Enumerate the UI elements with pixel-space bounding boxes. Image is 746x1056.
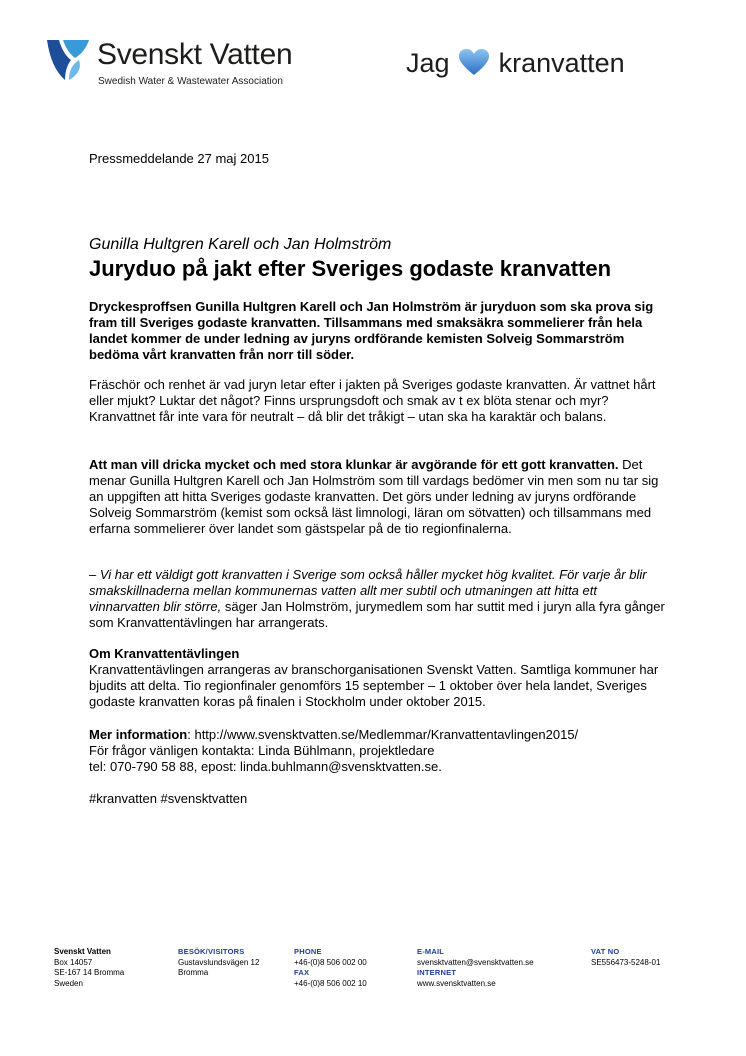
footer-internet-label: INTERNET	[417, 968, 457, 977]
footer-email-internet	[417, 947, 534, 989]
press-date: Pressmeddelande 27 maj 2015	[89, 151, 269, 166]
footer-vat: SE556473-5248-01	[591, 957, 661, 967]
quote-italic: – Vi har ett väldigt gott kranvatten i Sverige som också håller mycket hög kvalitet. För varje år blir smakskillnaderna mellan kommunernas vatten allt mer subtil och utmaningen att hitta ett vinnarvatten blir större,	[89, 567, 647, 614]
footer-phone-label: PHONE	[294, 947, 322, 956]
footer-visit-label: BESÖK/VISITORS	[178, 947, 245, 956]
quote-paragraph	[89, 567, 669, 631]
footer-internet[interactable]: www.svensktvatten.se	[417, 978, 496, 988]
water-drop-logo-icon	[45, 38, 91, 82]
footer-vat-label: VAT NO	[591, 947, 620, 956]
footer-visit-city: Bromma	[178, 968, 209, 977]
slogan-logo	[406, 48, 656, 84]
paragraph-2	[89, 457, 669, 537]
paragraph-2-bold: Att man vill dricka mycket och med stora klunkar är avgörande för ett gott kranvatten.	[89, 457, 619, 472]
footer-email-label: E-MAIL	[417, 947, 445, 956]
quote-text: säger Jan Holmström, jurymedlem som har suttit med i juryn alla fyra gånger som Kranvattentävlingen har arrangerats.	[89, 599, 665, 630]
more-info-url[interactable]: : http://www.svensktvatten.se/Medlemmar/Kranvattentavlingen2015/	[187, 727, 579, 742]
more-info-line	[89, 727, 669, 743]
footer-phone: +46-(0)8 506 002 00	[294, 957, 367, 967]
footer-vat	[591, 947, 660, 968]
hashtags: #kranvatten #svensktvatten	[89, 791, 248, 806]
footer-org: Svenskt Vatten	[54, 947, 111, 956]
contact-line: För frågor vänligen kontakta: Linda Bühlmann, projektledare	[89, 743, 435, 758]
lead-paragraph: Dryckesproffsen Gunilla Hultgren Karell och Jan Holmström är juryduon som ska prova sig fram till Sveriges godaste kranvatten. Tillsammans med smaksäkra sommelierer från hela landet kommer de under ledning av juryns ordförande kemisten Solveig Sommarström bedöma vårt kranvatten från norr till söder.	[89, 299, 654, 362]
footer-visitors	[178, 947, 259, 979]
footer-address	[54, 947, 124, 989]
slogan-right: kranvatten	[498, 48, 625, 78]
logo-name: Svenskt Vatten	[97, 38, 293, 71]
paragraph-1: Fräschör och renhet är vad juryn letar efter i jakten på Sveriges godaste kranvatten. Är vattnet hårt eller mjukt? Luktar det något? Finns ursprungsdoft och smak av t ex blöta stenar och myr? Kranvattnet får inte vara för neutralt – då blir det tråkigt – utan ska ha karaktär och balans.	[89, 377, 656, 424]
logo-subtitle: Swedish Water & Wastewater Association	[98, 76, 283, 87]
more-info-section	[89, 727, 669, 775]
footer-country: Sweden	[54, 978, 83, 988]
contact-details[interactable]: tel: 070-790 58 88, epost: linda.buhlmann@svensktvatten.se.	[89, 759, 442, 774]
footer-email[interactable]: svensktvatten@svensktvatten.se	[417, 957, 534, 967]
more-info-label: Mer information	[89, 727, 188, 742]
paragraph-2-text: Det menar Gunilla Hultgren Karell och Jan Holmström som till vardags bedömer vin men som nu tar sig an uppgiften att hitta Sveriges godaste kranvatten. Det görs under ledning av juryns ordförande Solveig Sommarström (kemist som också läst limnologi, läran om sötvatten) och tillsammans med erfarna sommelierer över landet som gästspelar på de tio regionfinalerna.	[89, 457, 659, 536]
footer-fax: +46-(0)8 506 002 10	[294, 978, 367, 988]
about-text: Kranvattentävlingen arrangeras av branschorganisationen Svenskt Vatten. Samtliga kommuner har bjudits att delta. Tio regionfinaler genomförs 15 september – 1 oktober över hela landet, Sveriges godaste kranvatten koras på finalen i Stockholm under oktober 2015.	[89, 662, 659, 709]
about-heading: Om Kranvattentävlingen	[89, 646, 240, 661]
footer-visit-street: Gustavslundsvägen 12	[178, 957, 260, 967]
footer-fax-label: FAX	[294, 968, 310, 977]
svenskt-vatten-logo	[45, 38, 305, 94]
footer-phone-fax	[294, 947, 367, 989]
heart-icon	[459, 49, 489, 83]
about-section	[89, 646, 669, 710]
footer-box: Box 14057	[54, 957, 93, 967]
footer-postal: SE-167 14 Bromma	[54, 968, 125, 977]
headline: Juryduo på jakt efter Sveriges godaste kranvatten	[89, 256, 612, 281]
slogan-left: Jag	[406, 48, 450, 78]
article-subtitle: Gunilla Hultgren Karell och Jan Holmström	[89, 236, 392, 253]
